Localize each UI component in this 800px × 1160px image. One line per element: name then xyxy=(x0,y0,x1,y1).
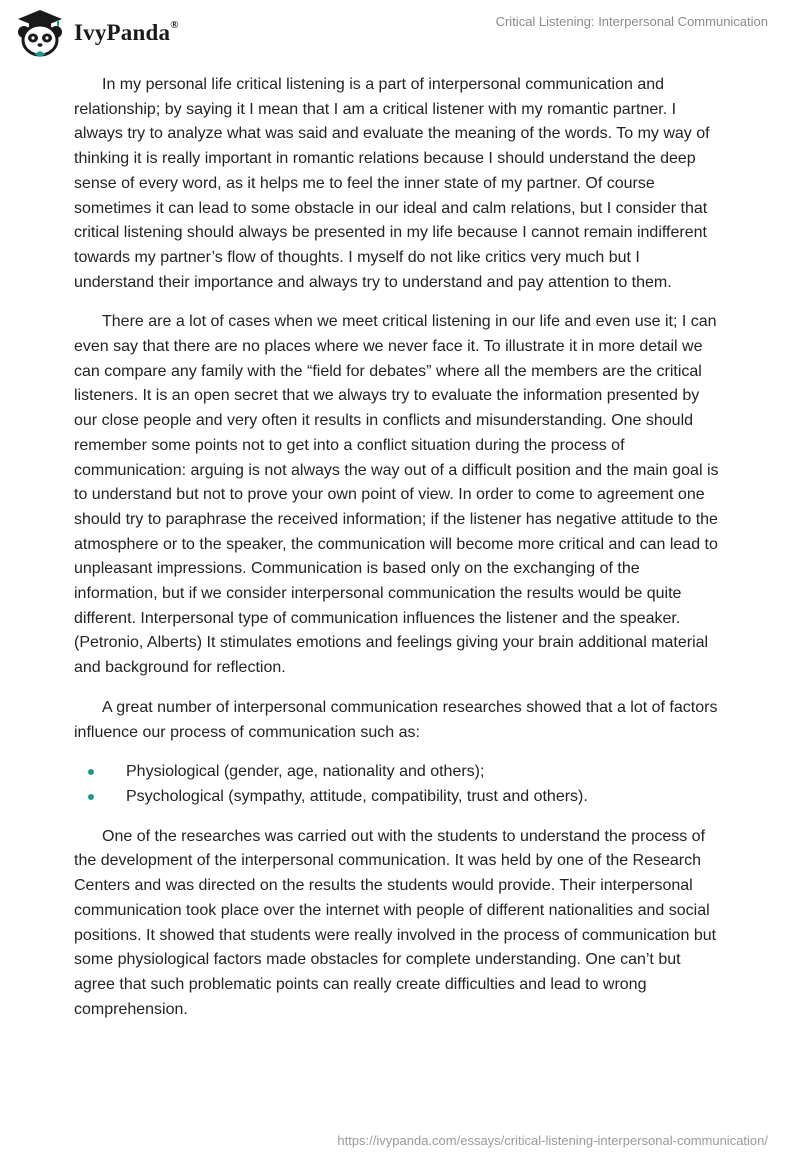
source-url-link[interactable]: https://ivypanda.com/essays/critical-listening-interpersonal-communication/ xyxy=(337,1133,768,1148)
list-item xyxy=(74,760,724,785)
list-item-text: Physiological (gender, age, nationality and others); xyxy=(126,763,485,781)
panda-graduate-icon xyxy=(14,8,66,58)
paragraph: One of the researches was carried out with the students to understand the process of the development of the interpersonal communication. It was held by one of the Research Centers and was directed on the results the students would provide. Their interpersonal communication took place over the internet with people of different nationalities and social positions. It showed that students were really involved in the process of communication but some physiological factors made obstacles for complete understanding. One can’t but agree that such problematic points can really create difficulties and lead to wrong comprehension. xyxy=(74,827,717,1018)
page-header xyxy=(0,0,800,60)
bullet-icon xyxy=(88,769,94,775)
list-item xyxy=(74,785,724,810)
paragraph: In my personal life critical listening is a part of interpersonal communication and relationship; by saying it I mean that I am a critical listener with my romantic partner. I always try to analyze what was said and evaluate the meaning of the words. To my way of thinking it is really important in romantic relations because I should understand the deep sense of every word, as it helps me to feel the inner state of my partner. Of course sometimes it can lead to some obstacle in our ideal and calm relations, but I consider that critical listening should always be presented in my life because I cannot remain indifferent towards my partner’s flow of thoughts. I myself do not like critics very much but I understand their importance and always try to understand and pay attention to them. xyxy=(74,76,710,291)
bullet-icon xyxy=(88,794,94,800)
list-item-text: Psychological (sympathy, attitude, compatibility, trust and others). xyxy=(126,787,588,805)
paragraph: There are a lot of cases when we meet critical listening in our life and even use it; I can even say that there are no places where we never face it. To illustrate it in more detail we can compare any family with the “field for debates” where all the members are the critical listeners. It is an open secret that we always try to evaluate the information presented by our close people and very often it results in conflicts and misunderstanding. One should remember some points not to get into a conflict situation during the process of communication: arguing is not always the way out of a difficult position and the main goal is to understand but not to prove your own point of view. In order to come to agreement one should try to paraphrase the received information; if the listener has negative attitude to the atmosphere or to the speaker, the communication will become more critical and can lead to unpleasant impressions. Communication is based only on the exchanging of the information, but if we consider interpersonal communication the results would be quite different. Interpersonal type of communication influences the listener and the speaker. (Petronio, Alberts) It stimulates emotions and feelings giving your brain additional material and background for reflection. xyxy=(74,313,719,677)
factor-list xyxy=(74,760,724,809)
brand-logo[interactable] xyxy=(14,8,179,58)
brand-name: IvyPanda® xyxy=(74,19,179,45)
document-title: Critical Listening: Interpersonal Communication xyxy=(495,14,768,29)
essay-body xyxy=(74,73,724,1037)
paragraph: A great number of interpersonal communication researches showed that a lot of factors influence our process of communication such as: xyxy=(74,698,718,741)
